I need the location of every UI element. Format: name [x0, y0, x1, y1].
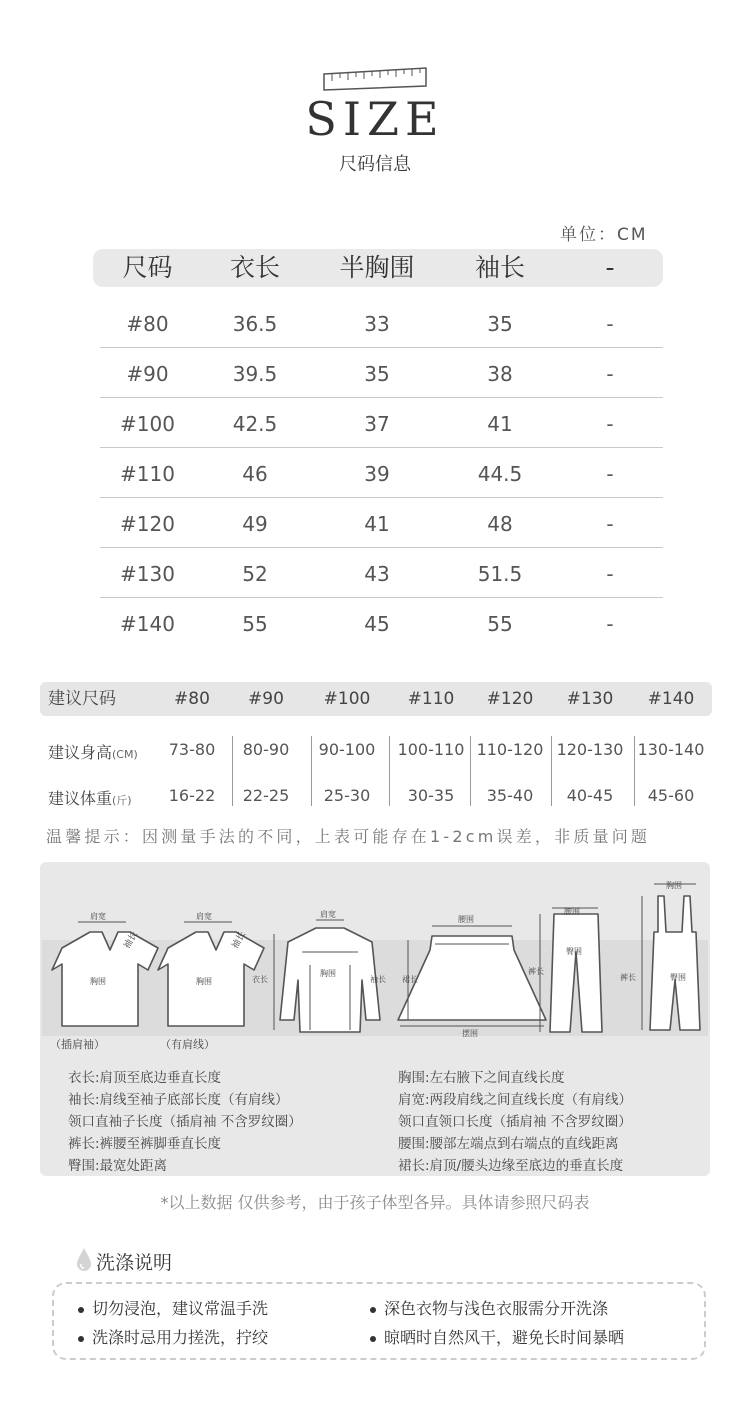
- column-header-size: 尺码: [122, 253, 173, 282]
- size-cell: 35: [364, 362, 390, 386]
- measurement-note: 肩宽:两段肩线之间直线长度（有肩线）: [398, 1092, 633, 1108]
- ruler-icon: [322, 66, 428, 92]
- measurement-note: 领口直领口长度（插肩袖 不含罗纹圈）: [398, 1114, 632, 1130]
- label-hem: 摆围: [462, 1029, 478, 1038]
- caption-raglan: （插肩袖）: [50, 1038, 105, 1051]
- label-skirt-length: 裙长: [402, 975, 418, 984]
- column-divider: [232, 736, 233, 806]
- label-waist-5: 腰围: [564, 907, 580, 916]
- size-cell: 48: [487, 512, 513, 536]
- weight-value: 22-25: [242, 786, 290, 805]
- wash-item-text: 晾晒时自然风干，避免长时间暴晒: [384, 1328, 625, 1347]
- label-hip-5: 臀围: [566, 947, 582, 956]
- recommend-size: #140: [647, 689, 695, 709]
- size-cell: 37: [364, 412, 390, 436]
- size-cell: 49: [242, 512, 268, 536]
- height-value: 130-140: [637, 740, 705, 759]
- column-header-extra: -: [605, 253, 615, 282]
- height-value: 100-110: [397, 740, 465, 759]
- label-shoulder-1: 肩宽: [90, 912, 106, 921]
- row-divider: [100, 447, 663, 448]
- weight-value: 16-22: [168, 786, 216, 805]
- size-cell: 46: [242, 462, 268, 486]
- height-value: 90-100: [318, 740, 376, 759]
- disclaimer: *以上数据 仅供参考，由于孩子体型各异。具体请参照尺码表: [160, 1193, 590, 1212]
- column-divider: [311, 736, 312, 806]
- label-shoulder-3: 肩宽: [320, 910, 336, 919]
- wash-title: 洗涤说明: [96, 1252, 173, 1274]
- jacket-icon: [280, 928, 380, 1032]
- caption-set-sleeve: （有肩线）: [160, 1038, 215, 1051]
- overalls-icon: [650, 896, 700, 1030]
- measurement-note: 胸围:左右腋下之间直线长度: [398, 1070, 565, 1086]
- size-cell: -: [606, 362, 614, 386]
- column-divider: [551, 736, 552, 806]
- wash-item: [370, 1296, 608, 1319]
- measurement-note: 裤长:裤腰至裤脚垂直长度: [68, 1136, 222, 1152]
- skirt-icon: [398, 936, 546, 1020]
- row-divider: [100, 347, 663, 348]
- height-label-text: 建议身高: [48, 743, 113, 762]
- size-cell: -: [606, 412, 614, 436]
- recommend-size: #100: [323, 689, 371, 709]
- label-shoulder-2: 肩宽: [196, 912, 212, 921]
- wash-item-text: 深色衣物与浅色衣服需分开洗涤: [384, 1299, 609, 1318]
- label-chest-6: 胸围: [666, 881, 682, 890]
- label-sleeve-2: 袖长: [230, 930, 249, 951]
- wash-instructions-box: [52, 1282, 706, 1360]
- weight-value: 25-30: [323, 786, 371, 805]
- size-cell: 38: [487, 362, 513, 386]
- measurement-tip: 温馨提示：因测量手法的不同，上表可能存在1-2cm误差，非质量问题: [46, 827, 651, 846]
- measurement-note: 领口直袖子长度（插肩袖 不含罗纹圈）: [68, 1114, 302, 1130]
- column-divider: [634, 736, 635, 806]
- weight-label-text: 建议体重: [48, 789, 113, 808]
- label-sleeve-3: 袖长: [370, 975, 386, 984]
- row-divider: [100, 547, 663, 548]
- column-divider: [470, 736, 471, 806]
- size-cell: 42.5: [232, 412, 278, 436]
- size-cell: #90: [126, 362, 169, 386]
- size-cell: 39: [364, 462, 390, 486]
- recommend-size: #80: [174, 689, 210, 709]
- size-cell: 41: [364, 512, 390, 536]
- height-value: 80-90: [242, 740, 290, 759]
- size-cell: 35: [487, 312, 513, 336]
- height-label: [48, 740, 138, 763]
- label-hip-6: 臀围: [670, 973, 686, 982]
- wash-item: [78, 1325, 268, 1348]
- size-cell: #140: [120, 612, 175, 636]
- size-cell: 33: [364, 312, 390, 336]
- size-cell: 41: [487, 412, 513, 436]
- recommend-size: #110: [407, 689, 455, 709]
- wash-item-text: 切勿浸泡，建议常温手洗: [92, 1299, 269, 1318]
- size-cell: 55: [487, 612, 513, 636]
- size-cell: 52: [242, 562, 268, 586]
- label-pants-length-6: 裤长: [620, 973, 636, 982]
- water-drop-icon: [74, 1247, 94, 1273]
- size-cell: 55: [242, 612, 268, 636]
- measurement-note: 袖长:肩线至袖子底部长度（有肩线）: [68, 1092, 289, 1108]
- weight-value: 45-60: [647, 786, 695, 805]
- column-header-sleeve: 袖长: [474, 253, 525, 282]
- recommend-head-label: 建议尺码: [48, 689, 116, 709]
- pants-icon: [550, 914, 602, 1032]
- weight-value: 35-40: [486, 786, 534, 805]
- size-cell: -: [606, 612, 614, 636]
- size-cell: #130: [120, 562, 175, 586]
- size-cell: 45: [364, 612, 390, 636]
- weight-value: 40-45: [566, 786, 614, 805]
- size-cell: -: [606, 562, 614, 586]
- unit-label: 单位：CM: [560, 225, 648, 245]
- row-divider: [100, 397, 663, 398]
- height-unit: (CM): [112, 748, 138, 761]
- measurement-note: 裙长:肩顶/腰头边缘至底边的垂直长度: [398, 1158, 624, 1174]
- weight-label: [48, 786, 132, 809]
- size-cell: 36.5: [232, 312, 278, 336]
- size-cell: #80: [126, 312, 169, 336]
- size-title: SIZE: [305, 92, 445, 146]
- weight-unit: (斤): [112, 794, 132, 807]
- label-chest-3: 胸围: [320, 969, 336, 978]
- height-value: 120-130: [556, 740, 624, 759]
- label-sleeve-1: 袖长: [122, 930, 141, 951]
- row-divider: [100, 597, 663, 598]
- column-header-length: 衣长: [229, 253, 280, 282]
- label-pants-length-5: 裤长: [528, 967, 544, 976]
- label-waist-4: 腰围: [458, 915, 474, 924]
- recommend-size: #130: [566, 689, 614, 709]
- size-cell: 43: [364, 562, 390, 586]
- row-divider: [100, 497, 663, 498]
- size-cell: 51.5: [477, 562, 523, 586]
- column-header-half-chest: 半胸围: [339, 253, 415, 282]
- size-cell: -: [606, 512, 614, 536]
- size-cell: #120: [120, 512, 175, 536]
- wash-item: [370, 1325, 624, 1348]
- label-chest-1: 胸围: [90, 977, 106, 986]
- measurement-note: 衣长:肩顶至底边垂直长度: [68, 1070, 222, 1086]
- height-value: 73-80: [168, 740, 216, 759]
- wash-item: [78, 1296, 268, 1319]
- wash-item-text: 洗涤时忌用力搓洗，拧绞: [92, 1328, 269, 1347]
- size-cell: #100: [120, 412, 175, 436]
- label-chest-2: 胸围: [196, 977, 212, 986]
- recommend-size: #90: [248, 689, 284, 709]
- measurement-note: 腰围:腰部左端点到右端点的直线距离: [398, 1136, 619, 1152]
- recommend-size: #120: [486, 689, 534, 709]
- label-length-3: 衣长: [252, 975, 268, 984]
- size-cell: 44.5: [477, 462, 523, 486]
- weight-value: 30-35: [407, 786, 455, 805]
- measurement-note: 臀围:最宽处距离: [68, 1158, 168, 1174]
- size-subtitle: 尺码信息: [339, 154, 411, 175]
- size-cell: #110: [120, 462, 175, 486]
- size-cell: -: [606, 462, 614, 486]
- garment-diagram: [40, 870, 710, 1060]
- column-divider: [389, 736, 390, 806]
- height-value: 110-120: [476, 740, 544, 759]
- size-cell: 39.5: [232, 362, 278, 386]
- size-cell: -: [606, 312, 614, 336]
